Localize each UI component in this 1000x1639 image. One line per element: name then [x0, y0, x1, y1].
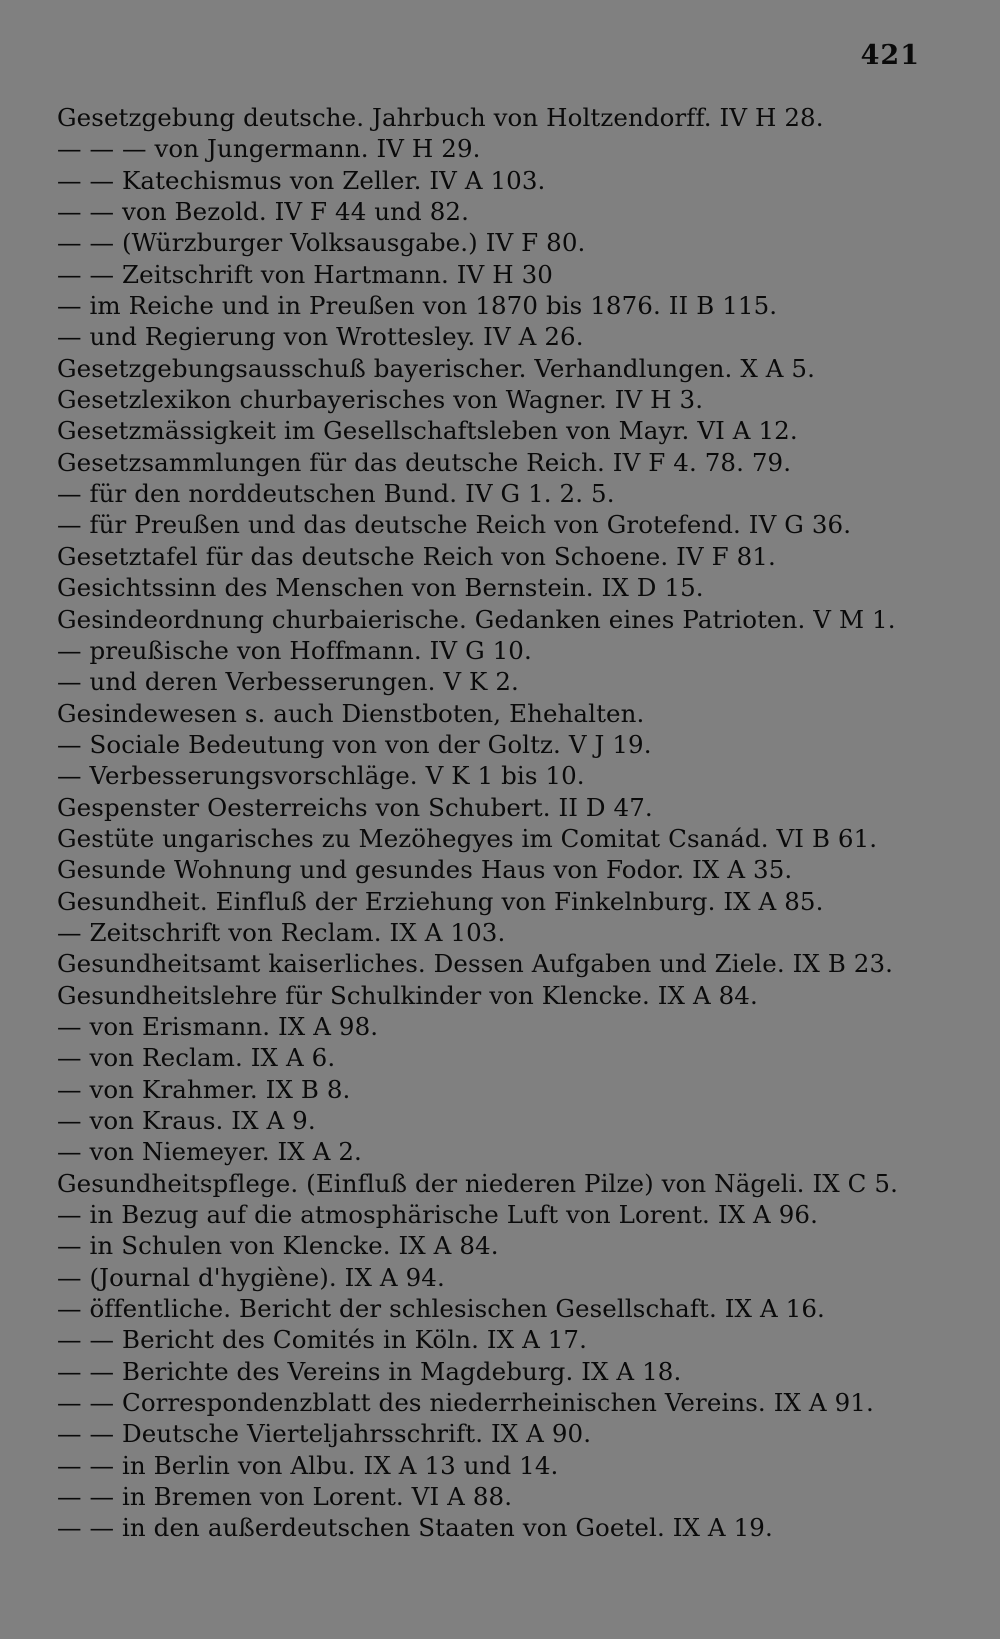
index-entry: — Verbesserungsvorschläge. V K 1 bis 10.: [57, 761, 585, 791]
index-entry: — — in Bremen von Lorent. VI A 88.: [57, 1482, 513, 1512]
index-entry: — für den norddeutschen Bund. IV G 1. 2. 5.: [57, 479, 615, 509]
index-entry: Gesetzsammlungen für das deutsche Reich. IV F 4. 78. 79.: [57, 447, 792, 477]
index-entry: Gesindewesen s. auch Dienstboten, Ehehalten.: [57, 698, 645, 728]
index-entry: — — Bericht des Comités in Köln. IX A 17.: [57, 1325, 588, 1355]
index-entry: — (Journal d'hygiène). IX A 94.: [57, 1262, 445, 1292]
index-entry: Gesetzgebungsausschuß bayerischer. Verhandlungen. X A 5.: [57, 353, 816, 383]
index-entry: Gesetzmässigkeit im Gesellschaftsleben von Mayr. VI A 12.: [57, 416, 798, 446]
index-entry: Gesundheitspflege. (Einfluß der niederen Pilze) von Nägeli. IX C 5.: [57, 1168, 898, 1198]
index-entry: — Sociale Bedeutung von von der Goltz. V J 19.: [57, 729, 652, 759]
index-entry: — und Regierung von Wrottesley. IV A 26.: [57, 322, 584, 352]
index-entries: [57, 102, 927, 1544]
index-entry: — — in Berlin von Albu. IX A 13 und 14.: [57, 1450, 559, 1480]
index-entry: Gesetzgebung deutsche. Jahrbuch von Holtzendorff. IV H 28.: [57, 103, 824, 132]
index-entry: — und deren Verbesserungen. V K 2.: [57, 667, 519, 697]
index-entry: — öffentliche. Bericht der schlesischen Gesellschaft. IX A 16.: [57, 1294, 825, 1324]
index-entry: Gesunde Wohnung und gesundes Haus von Fodor. IX A 35.: [57, 855, 793, 885]
index-entry: — — in den außerdeutschen Staaten von Goetel. IX A 19.: [57, 1513, 773, 1543]
index-entry: Gesundheitslehre für Schulkinder von Klencke. IX A 84.: [57, 980, 758, 1010]
index-entry: — von Kraus. IX A 9.: [57, 1106, 316, 1135]
index-entry: — von Erismann. IX A 98.: [57, 1011, 379, 1041]
index-entry: — Zeitschrift von Reclam. IX A 103.: [57, 917, 506, 947]
index-entry: — von Krahmer. IX B 8.: [57, 1074, 351, 1104]
index-entry: Gesundheit. Einfluß der Erziehung von Finkelnburg. IX A 85.: [57, 886, 824, 916]
index-entry: Gesetzlexikon churbayerisches von Wagner. IV H 3.: [57, 385, 704, 415]
index-entry: — — Katechismus von Zeller. IV A 103.: [57, 165, 546, 195]
index-entry: Gesundheitsamt kaiserliches. Dessen Aufgaben und Ziele. IX B 23.: [57, 949, 894, 979]
index-entry: — — (Würzburger Volksausgabe.) IV F 80.: [57, 228, 586, 258]
index-entry: — — Zeitschrift von Hartmann. IV H 30: [57, 259, 553, 289]
index-entry: Gespenster Oesterreichs von Schubert. II D 47.: [57, 792, 653, 822]
index-entry: — im Reiche und in Preußen von 1870 bis 1876. II B 115.: [57, 291, 778, 321]
index-entry: — in Bezug auf die atmosphärische Luft von Lorent. IX A 96.: [57, 1200, 818, 1230]
index-entry: — von Niemeyer. IX A 2.: [57, 1137, 362, 1167]
index-entry: — in Schulen von Klencke. IX A 84.: [57, 1231, 499, 1261]
index-entry: Gestüte ungarisches zu Mezöhegyes im Comitat Csanád. VI B 61.: [57, 823, 878, 853]
index-entry: Gesichtssinn des Menschen von Bernstein. IX D 15.: [57, 573, 704, 603]
index-entry: — — Correspondenzblatt des niederrheinischen Vereins. IX A 91.: [57, 1388, 874, 1418]
page-number: 421: [860, 40, 920, 71]
index-entry: — für Preußen und das deutsche Reich von Grotefend. IV G 36.: [57, 510, 852, 540]
index-entry: — — Deutsche Vierteljahrsschrift. IX A 90.: [57, 1419, 592, 1449]
index-entry: — — von Bezold. IV F 44 und 82.: [57, 197, 469, 227]
index-entry: Gesindeordnung churbaierische. Gedanken eines Patrioten. V M 1.: [57, 604, 896, 634]
index-entry: — von Reclam. IX A 6.: [57, 1043, 336, 1073]
index-entry: — — Berichte des Vereins in Magdeburg. IX A 18.: [57, 1356, 682, 1386]
index-entry: — preußische von Hoffmann. IV G 10.: [57, 635, 532, 665]
index-entry: — — — von Jungermann. IV H 29.: [57, 134, 481, 164]
index-entry: Gesetztafel für das deutsche Reich von Schoene. IV F 81.: [57, 541, 776, 571]
